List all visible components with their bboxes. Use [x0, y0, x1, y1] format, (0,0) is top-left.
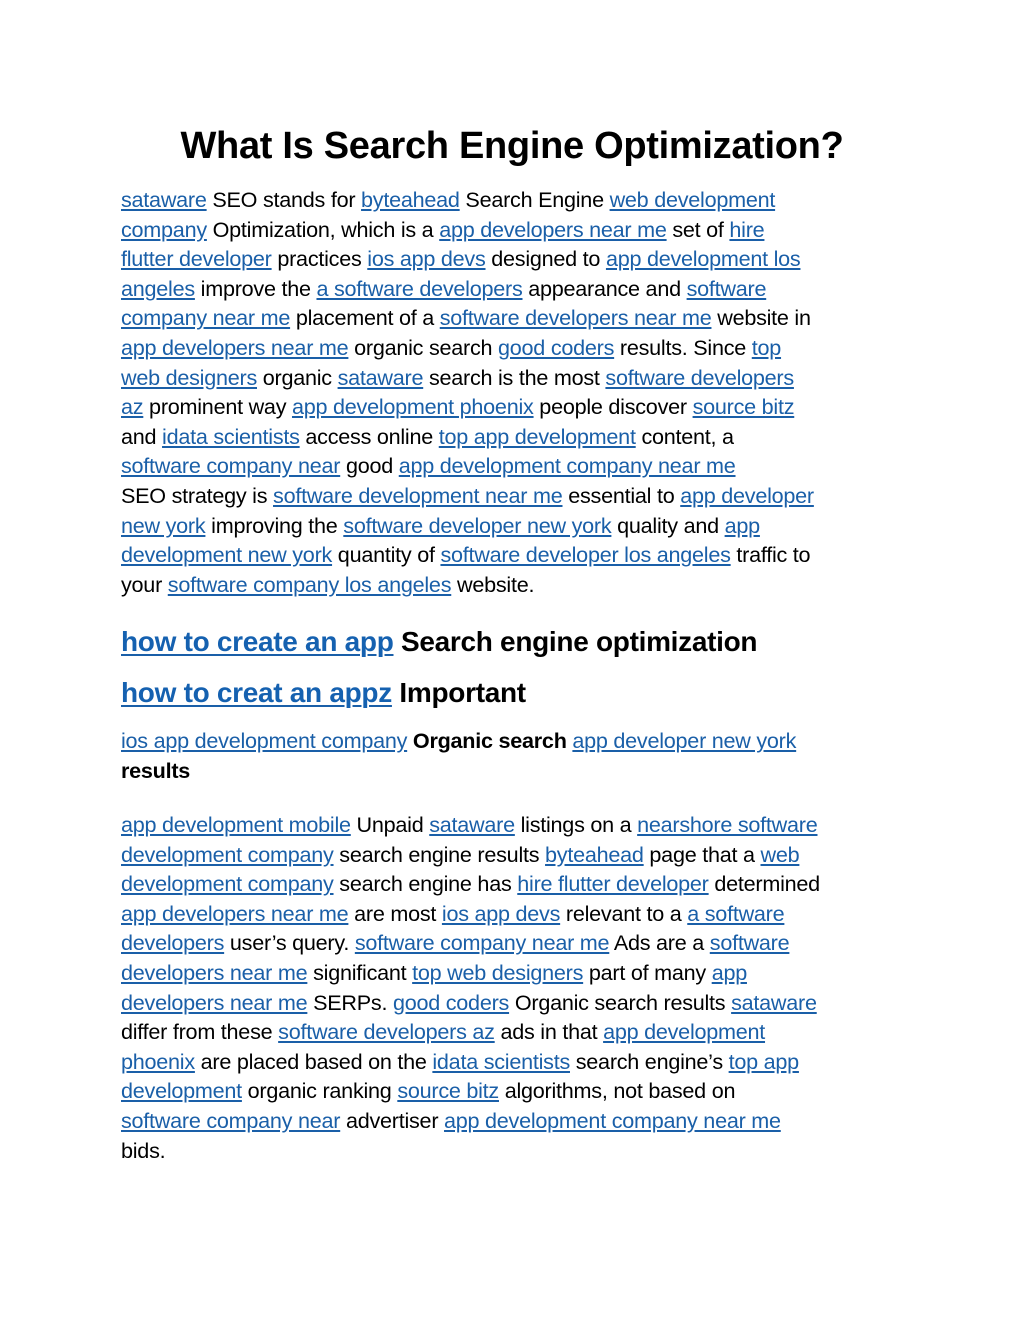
text-line — [121, 244, 911, 274]
body-text: your — [121, 571, 168, 597]
inline-link[interactable]: software developers az — [278, 1019, 495, 1045]
inline-link[interactable]: web — [760, 841, 800, 867]
inline-link[interactable]: app developer new york — [572, 728, 797, 753]
body-text: search is the most — [423, 364, 606, 390]
body-text: listings on a — [514, 812, 638, 837]
inline-link[interactable]: software development near me — [273, 482, 563, 508]
inline-link[interactable]: byteahead — [361, 187, 460, 212]
body-text: Search Engine — [459, 187, 610, 212]
inline-link[interactable]: software company los angeles — [167, 571, 452, 597]
heading-text: Important — [391, 677, 526, 708]
text-line — [121, 726, 911, 756]
inline-link[interactable]: top app development — [438, 423, 636, 449]
body-text: Unpaid — [350, 812, 430, 837]
inline-link[interactable]: az — [121, 394, 144, 420]
organic-results-paragraph — [121, 810, 911, 1165]
inline-link[interactable]: ios app devs — [367, 246, 486, 272]
inline-link[interactable]: software developers — [605, 364, 794, 390]
inline-link[interactable]: company near me — [121, 305, 291, 331]
body-text: practices — [271, 246, 368, 272]
inline-link[interactable]: app developer — [680, 482, 814, 508]
body-text: designed to — [485, 246, 606, 272]
inline-link[interactable]: sataware — [429, 812, 515, 837]
inline-link[interactable]: source bitz — [692, 394, 795, 420]
body-text: prominent way — [143, 394, 292, 420]
text-line — [121, 511, 911, 541]
text-line — [121, 1106, 911, 1136]
body-text: significant — [307, 959, 413, 985]
inline-link[interactable]: development — [121, 1078, 242, 1104]
body-text: differ from these — [121, 1019, 279, 1045]
inline-link[interactable]: ios app devs — [441, 900, 561, 926]
body-text: appearance and — [522, 275, 687, 301]
inline-link[interactable]: app development los — [605, 246, 801, 272]
text-line — [121, 570, 911, 600]
inline-link[interactable]: software — [686, 275, 767, 301]
inline-link[interactable]: good coders — [392, 989, 510, 1015]
body-text: people discover — [533, 394, 693, 420]
inline-link[interactable]: developers near me — [121, 989, 308, 1015]
body-text: Ads are a — [609, 930, 710, 956]
text-line — [121, 1047, 911, 1077]
inline-link[interactable]: source bitz — [397, 1078, 499, 1104]
text-line — [121, 1136, 911, 1166]
body-text: Organic search results — [509, 989, 732, 1015]
text-line — [121, 899, 911, 929]
body-text: good — [340, 453, 399, 479]
text-line — [121, 756, 911, 786]
body-text: improve the — [194, 275, 317, 301]
body-text: and — [121, 423, 163, 449]
text-line — [121, 392, 911, 422]
heading-link-how-to-create-an-app[interactable]: how to create an app — [121, 626, 394, 657]
body-text: SEO strategy is — [121, 482, 274, 508]
body-text: search engine results — [333, 841, 546, 867]
inline-link[interactable]: app development phoenix — [291, 394, 534, 420]
subheading-organic-search-results — [121, 726, 911, 785]
inline-link[interactable]: app developers near me — [439, 216, 667, 242]
body-text: are most — [348, 900, 442, 926]
text-line — [121, 810, 911, 840]
inline-link[interactable]: developers near me — [121, 959, 308, 985]
inline-link[interactable]: sataware — [121, 187, 207, 212]
inline-link[interactable]: software company near me — [354, 930, 610, 956]
text-line — [121, 540, 911, 570]
bold-text: results — [121, 757, 191, 783]
body-text: page that a — [643, 841, 761, 867]
inline-link[interactable]: hire — [729, 216, 765, 242]
text-line — [121, 869, 911, 899]
body-text: traffic to — [730, 542, 811, 568]
body-text: are placed based on the — [194, 1048, 433, 1074]
inline-link[interactable]: idata scientists — [432, 1048, 570, 1074]
inline-link[interactable]: top app — [728, 1048, 799, 1074]
text-line — [121, 363, 911, 393]
inline-link[interactable]: web development — [609, 187, 776, 212]
text-line — [121, 422, 911, 452]
body-text: website. — [451, 571, 535, 597]
body-text: part of many — [583, 959, 712, 985]
body-text: Optimization, which is a — [206, 216, 440, 242]
inline-link[interactable]: good coders — [498, 334, 615, 360]
body-text: results. Since — [614, 334, 752, 360]
heading-important — [121, 675, 526, 711]
body-text: organic search — [348, 334, 499, 360]
body-text: quality and — [611, 512, 725, 538]
body-text: website in — [711, 305, 811, 331]
inline-link[interactable]: app development company near me — [398, 453, 736, 479]
page-title: What Is Search Engine Optimization? — [180, 125, 844, 167]
inline-link[interactable]: software developer new york — [343, 512, 612, 538]
inline-link[interactable]: app development mobile — [121, 812, 351, 837]
inline-link[interactable]: development new york — [121, 542, 333, 568]
inline-link[interactable]: company — [121, 216, 207, 242]
inline-link[interactable]: sataware — [731, 989, 817, 1015]
inline-link[interactable]: app developers near me — [121, 900, 349, 926]
text-line — [121, 303, 911, 333]
text-line — [121, 274, 911, 304]
body-text: ads in that — [494, 1019, 604, 1045]
inline-link[interactable]: angeles — [121, 275, 195, 301]
inline-link[interactable]: sataware — [337, 364, 424, 390]
inline-link[interactable]: byteahead — [545, 841, 644, 867]
inline-link[interactable]: top web designers — [412, 959, 584, 985]
inline-link[interactable]: nearshore software — [637, 812, 818, 837]
inline-link[interactable]: a software — [687, 900, 785, 926]
body-text: content, a — [635, 423, 734, 449]
inline-link[interactable]: app development company near me — [444, 1107, 781, 1133]
inline-link[interactable]: software developer los angeles — [440, 542, 731, 568]
text-line — [121, 1017, 911, 1047]
inline-link[interactable]: phoenix — [121, 1048, 195, 1074]
bold-text: Organic search — [407, 728, 573, 753]
body-text: placement of a — [290, 305, 440, 331]
body-text: organic ranking — [241, 1078, 398, 1104]
text-line — [121, 185, 911, 215]
body-text: relevant to a — [560, 900, 688, 926]
text-line — [121, 840, 911, 870]
inline-link[interactable]: top — [751, 334, 782, 360]
inline-link[interactable]: new york — [121, 512, 206, 538]
inline-link[interactable]: idata scientists — [162, 423, 300, 449]
inline-link[interactable]: developers — [121, 930, 225, 956]
inline-link[interactable]: software company near — [121, 1107, 341, 1133]
body-text: set of — [666, 216, 730, 242]
body-text: organic — [257, 364, 338, 390]
inline-link[interactable]: software — [709, 930, 790, 956]
body-text: access online — [299, 423, 439, 449]
body-text: determined — [708, 871, 820, 897]
body-text: improving the — [205, 512, 344, 538]
body-text: essential to — [562, 482, 681, 508]
intro-paragraph — [121, 185, 911, 599]
text-line — [121, 215, 911, 245]
inline-link[interactable]: app — [711, 959, 747, 985]
inline-link[interactable]: app development — [603, 1019, 766, 1045]
body-text: advertiser — [340, 1107, 445, 1133]
inline-link[interactable]: app — [724, 512, 760, 538]
text-line — [121, 928, 911, 958]
body-text: quantity of — [332, 542, 441, 568]
body-text: bids. — [121, 1137, 166, 1163]
body-text: algorithms, not based on — [498, 1078, 736, 1104]
heading-link-how-to-creat-an-appz[interactable]: how to creat an appz — [121, 677, 392, 708]
text-line — [121, 481, 911, 511]
inline-link[interactable]: development company — [121, 871, 334, 897]
inline-link[interactable]: flutter developer — [121, 246, 272, 272]
body-text: SERPs. — [307, 989, 393, 1015]
body-text: search engine has — [333, 871, 518, 897]
inline-link[interactable]: development company — [121, 841, 334, 867]
body-text: user’s query. — [224, 930, 355, 956]
inline-link[interactable]: a software developers — [316, 275, 523, 301]
inline-link[interactable]: software company near — [121, 453, 341, 479]
text-line — [121, 333, 911, 363]
inline-link[interactable]: app developers near me — [121, 334, 349, 360]
text-line — [121, 451, 911, 481]
text-line — [121, 1076, 911, 1106]
inline-link[interactable]: hire flutter developer — [517, 871, 709, 897]
text-line — [121, 988, 911, 1018]
inline-link[interactable]: ios app development company — [121, 728, 408, 753]
text-line — [121, 958, 911, 988]
inline-link[interactable]: web designers — [121, 364, 257, 390]
body-text: search engine’s — [570, 1048, 729, 1074]
inline-link[interactable]: software developers near me — [439, 305, 712, 331]
body-text: SEO stands for — [206, 187, 362, 212]
heading-text: Search engine optimization — [393, 626, 758, 657]
heading-search-engine-optimization — [121, 624, 757, 660]
